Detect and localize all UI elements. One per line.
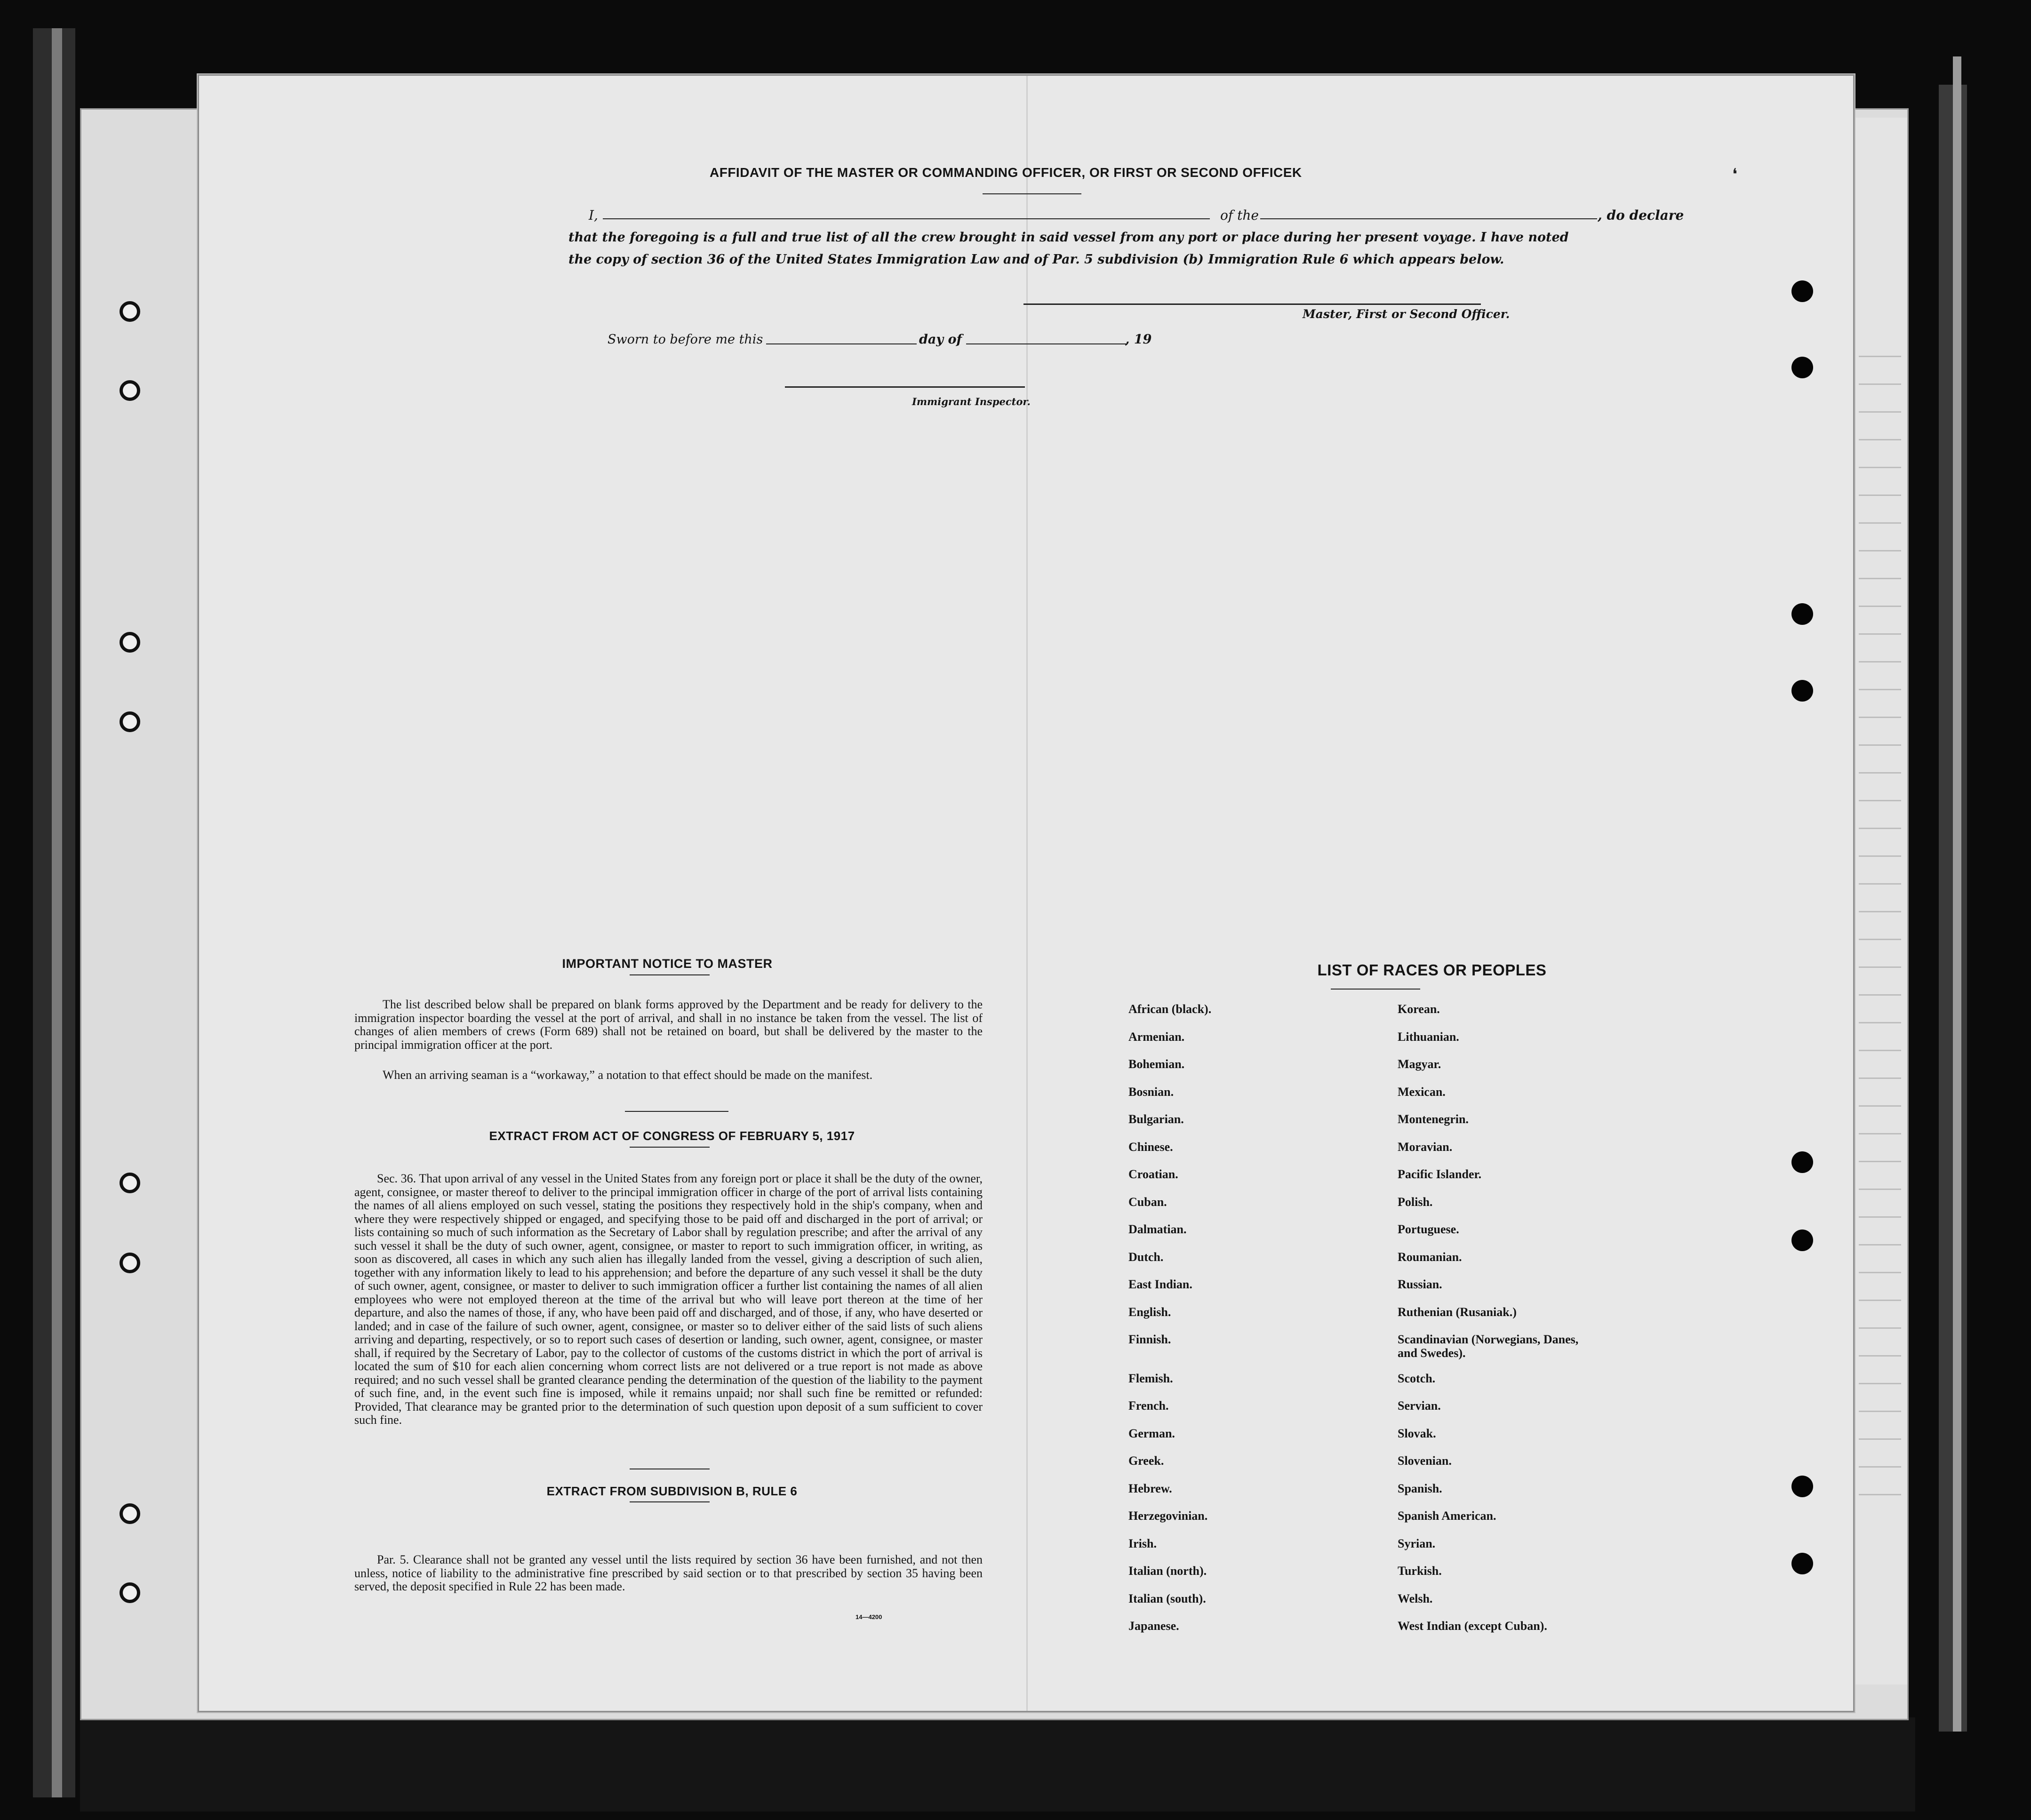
punch-hole — [1791, 1151, 1813, 1173]
races-column-right — [1398, 1002, 1605, 1633]
punch-hole — [1791, 603, 1813, 625]
race-entry: Finnish. — [1128, 1333, 1171, 1346]
rule-heading-rule — [630, 1501, 710, 1502]
race-entry: Scandinavian (Norwegians, Danes, and Swedes). — [1398, 1333, 1579, 1360]
punch-hole — [1791, 280, 1813, 302]
of-the-label: of the — [1220, 208, 1259, 223]
race-entry: Dutch. — [1128, 1250, 1164, 1264]
race-entry: Montenegrin. — [1398, 1112, 1469, 1126]
punch-hole — [120, 1582, 140, 1603]
race-entry: Armenian. — [1128, 1030, 1185, 1044]
race-entry: Irish. — [1128, 1536, 1157, 1550]
year-prefix: , 19 — [1125, 332, 1152, 347]
races-column-left — [1128, 1002, 1364, 1633]
corner-mark: ❛ — [1732, 165, 1737, 184]
punch-hole — [1791, 1229, 1813, 1251]
punch-hole — [120, 1253, 140, 1273]
race-entry: French. — [1128, 1399, 1169, 1413]
act-extract-heading: EXTRACT FROM ACT OF CONGRESS OF FEBRUARY 5, 1917 — [489, 1129, 855, 1143]
right-edge-highlight — [1953, 56, 1961, 1732]
affiant-name-line[interactable] — [603, 218, 1210, 219]
race-entry: Croatian. — [1128, 1167, 1178, 1181]
race-entry: German. — [1128, 1426, 1175, 1440]
race-entry: Greek. — [1128, 1454, 1164, 1468]
race-entry: Italian (north). — [1128, 1564, 1207, 1578]
race-entry: Pacific Islander. — [1398, 1167, 1482, 1181]
race-entry: Bulgarian. — [1128, 1112, 1184, 1126]
punch-hole — [120, 1173, 140, 1193]
race-entry: African (black). — [1128, 1002, 1212, 1016]
race-entry: Moravian. — [1398, 1140, 1453, 1154]
race-entry: Turkish. — [1398, 1564, 1442, 1578]
notice-paragraph-2: When an arriving seaman is a “workaway,” a notation to that effect should be made on the manifest. — [383, 1068, 873, 1082]
act-heading-rule — [630, 1147, 710, 1148]
master-signature-caption: Master, First or Second Officer. — [1303, 307, 1510, 321]
rule-extract-heading: EXTRACT FROM SUBDIVISION B, RULE 6 — [546, 1484, 798, 1498]
vessel-name-line[interactable] — [1260, 218, 1597, 219]
race-entry: Magyar. — [1398, 1057, 1441, 1071]
race-entry: Herzegovinian. — [1128, 1509, 1208, 1523]
bleed-through-text — [505, 424, 513, 440]
form-number: 14—4200 — [856, 1613, 882, 1620]
punch-hole — [120, 632, 140, 653]
bottom-margin — [80, 1717, 1915, 1812]
punch-hole — [120, 301, 140, 322]
race-entry: Mexican. — [1398, 1085, 1446, 1099]
races-heading-rule — [1331, 989, 1420, 990]
declaration-line-1: that the foregoing is a full and true list of all the crew brought in said vessel from any port or place during her present voyage. I have noted — [568, 230, 1569, 245]
punch-hole — [1791, 1476, 1813, 1497]
sworn-prefix: Sworn to before me this — [608, 332, 763, 347]
notice-heading: IMPORTANT NOTICE TO MASTER — [562, 957, 773, 971]
race-entry: Slovenian. — [1398, 1454, 1452, 1468]
race-entry: Spanish American. — [1398, 1509, 1496, 1523]
center-fold — [1026, 76, 1028, 1711]
punch-hole — [120, 380, 140, 401]
affidavit-title: AFFIDAVIT OF THE MASTER OR COMMANDING OFFICER, OR FIRST OR SECOND OFFICEK — [710, 165, 1302, 180]
punch-hole — [1791, 357, 1813, 378]
races-heading: LIST OF RACES OR PEOPLES — [1317, 961, 1547, 979]
race-entry: Polish. — [1398, 1195, 1433, 1209]
race-entry: Italian (south). — [1128, 1591, 1206, 1605]
do-declare-label: , do declare — [1598, 208, 1684, 223]
race-entry: Cuban. — [1128, 1195, 1167, 1209]
inspector-signature-line[interactable] — [785, 386, 1025, 388]
race-entry: Portuguese. — [1398, 1222, 1459, 1236]
sworn-day-line[interactable] — [766, 343, 917, 344]
race-entry: Slovak. — [1398, 1426, 1436, 1440]
master-signature-line[interactable] — [1023, 303, 1481, 305]
race-entry: Hebrew. — [1128, 1481, 1172, 1495]
rule-extract-text: Par. 5. Clearance shall not be granted any vessel until the lists required by section 36 have been furnished, and not then unless, notice of liability to the administrative fine prescribed by said section or to that prescribed by section 35 having been served, the deposit specified in Rule 22 has been made. — [354, 1553, 983, 1593]
race-entry: Flemish. — [1128, 1371, 1173, 1385]
race-entry: Welsh. — [1398, 1591, 1433, 1605]
race-entry: Spanish. — [1398, 1481, 1442, 1495]
race-entry: Korean. — [1398, 1002, 1440, 1016]
act-extract-text: Sec. 36. That upon arrival of any vessel in the United States from any foreign port or place it shall be the duty of the owner, agent, consignee, or master thereof to deliver to the principal immigration officer in charge of the port of arrival lists containing the names of all aliens employed on such vessel, stating the positions they respectively hold in the ship's company, when and where they were respectively shipped or engaged, and specifying those to be paid off and discharged in the port of arrival; or lists containing so much of such information as the Secretary of Labor shall by regulation prescribe; and after the arrival of any such vessel it shall be the duty of such owner, agent, consignee, or master to report to such immigration officer, in writing, as soon as discovered, all cases in which any such alien has illegally landed from the vessel, giving a description of such alien, together with any information likely to lead to his apprehension; and before the departure of any such vessel it shall be the duty of such owner, agent, consignee, or master to deliver to such immigration officer a further list containing the names of all alien employees who were not employed thereon at the time of the arrival but who will leave port thereon at the time of her departure, and also the names of those, if any, who have been paid off and discharged, and of those, if any, who have deserted or landed; and in case of the failure of such owner, agent, consignee, or master so to deliver either of the said lists of such aliens arriving and departing, respectively, or so to report such cases of desertion or landing, such owner, agent, consignee, or master shall, if required by the Secretary of Labor, pay to the collector of customs of the customs district in which the port of arrival is located the sum of $10 for each alien concerning whom correct lists are not delivered or a true report is not made as above required; and no such vessel shall be granted clearance pending the determination of the question of the liability to the payment of such fine, and, in the event such fine is imposed, while it remains unpaid; nor shall such fine be remitted or refunded: Provided, That clearance may be granted prior to the determination of such question upon deposit of a sum sufficient to cover such fine. — [354, 1172, 983, 1427]
punch-hole — [120, 711, 140, 732]
notice-paragraph-1: The list described below shall be prepared on blank forms approved by the Department and be ready for delivery to the immigration inspector boarding the vessel at the port of arrival, and shall in no instance be taken from the vessel. The list of changes of alien members of crews (Form 689) shall not be retained on board, but shall be delivered by the master to the principal immigration officer at the port. — [354, 998, 983, 1052]
title-rule — [983, 193, 1081, 194]
left-binding-highlight — [52, 28, 62, 1797]
underlying-manifest-ruling — [1859, 329, 1901, 1506]
notice-rule — [625, 1111, 728, 1112]
race-entry: West Indian (except Cuban). — [1398, 1619, 1547, 1633]
punch-hole — [1791, 1553, 1813, 1574]
race-entry: Servian. — [1398, 1399, 1441, 1413]
race-entry: Russian. — [1398, 1277, 1442, 1291]
race-entry: East Indian. — [1128, 1277, 1192, 1291]
sworn-month-line[interactable] — [966, 343, 1126, 344]
race-entry: Dalmatian. — [1128, 1222, 1187, 1236]
declaration-line-2: the copy of section 36 of the United States Immigration Law and of Par. 5 subdivision (b) Immigration Rule 6 which appears below. — [568, 252, 1504, 267]
inspector-caption: Immigrant Inspector. — [912, 396, 1031, 407]
affidavit-page — [198, 74, 1855, 1712]
race-entry: Bohemian. — [1128, 1057, 1185, 1071]
race-entry: English. — [1128, 1305, 1171, 1319]
race-entry: Lithuanian. — [1398, 1030, 1459, 1044]
notice-heading-rule — [630, 974, 710, 975]
race-entry: Syrian. — [1398, 1536, 1436, 1550]
race-entry: Ruthenian (Rusaniak.) — [1398, 1305, 1517, 1319]
affiant-prefix: I, — [589, 208, 598, 223]
race-entry: Roumanian. — [1398, 1250, 1462, 1264]
day-of-label: day of — [919, 332, 962, 347]
punch-hole — [120, 1503, 140, 1524]
race-entry: Bosnian. — [1128, 1085, 1174, 1099]
race-entry: Japanese. — [1128, 1619, 1179, 1633]
race-entry: Scotch. — [1398, 1371, 1436, 1385]
race-entry: Chinese. — [1128, 1140, 1173, 1154]
punch-hole — [1791, 680, 1813, 702]
